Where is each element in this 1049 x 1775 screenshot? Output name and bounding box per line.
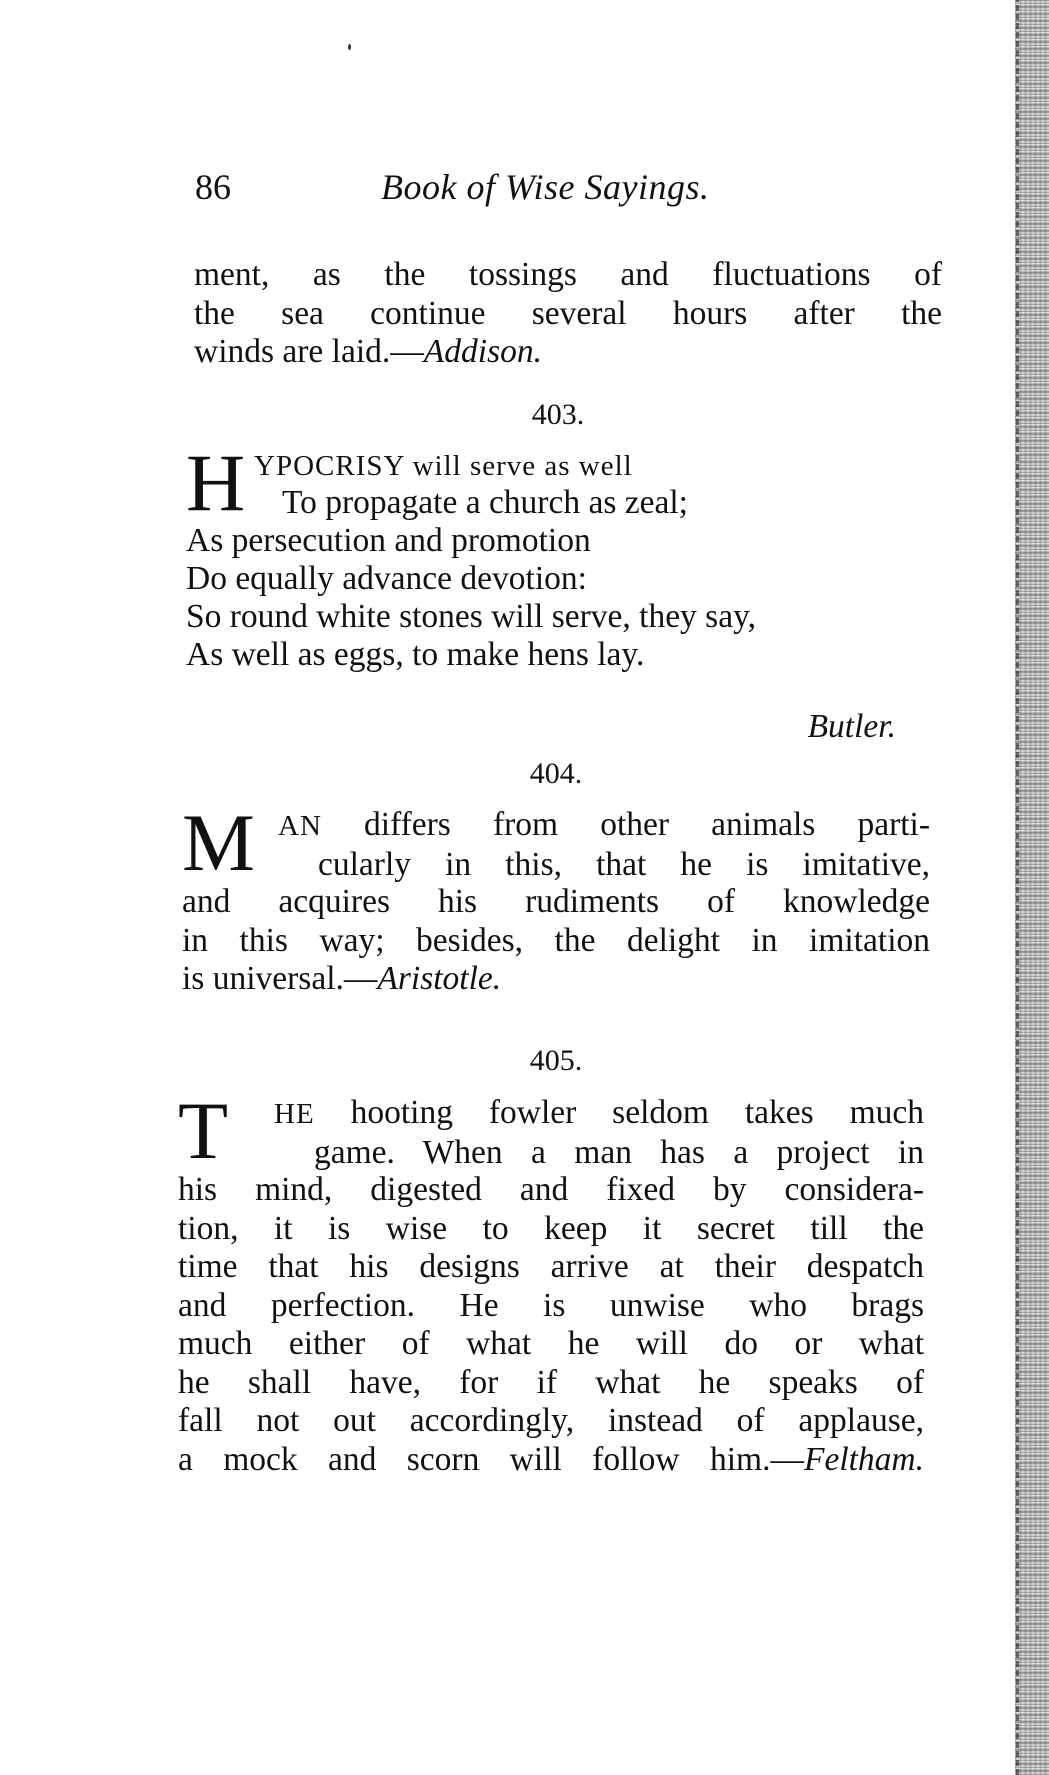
continued-entry [194, 256, 942, 372]
continued-lines [194, 256, 942, 372]
continued-line-3 [194, 333, 942, 372]
entry-404-line-4: in this way; besides, the delight in imitation [182, 921, 930, 959]
entry-number-403: 403. [531, 398, 585, 431]
entry-405-line-10-text: a mock and scorn will follow him.— [178, 1440, 804, 1478]
entry-404-dropcap: M [182, 797, 255, 888]
entry-405-line-6: and perfection. He is unwise who brags [178, 1286, 924, 1324]
entry-405-line-9: fall not out accordingly, instead of applause, [178, 1402, 924, 1439]
entry-405-line-10 [178, 1441, 924, 1480]
entry-403-line-1-text: YPOCRISY will serve as well [254, 450, 633, 482]
entry-404-line-1-text: differs from other animals parti- [364, 806, 930, 843]
ink-speck [348, 44, 351, 50]
entry-405-line-3: his mind, digested and fixed by considera- [178, 1171, 924, 1208]
continued-author: Addison. [423, 333, 542, 370]
entry-404-author: Aristotle. [377, 960, 502, 997]
entry-404-opening [182, 797, 930, 888]
entry-405-first-word: HE [274, 1098, 315, 1130]
entry-405-line-1-text: hooting fowler seldom takes much [350, 1094, 925, 1131]
entry-403-opening [186, 437, 946, 528]
page-edge-shadow [1015, 0, 1049, 1775]
entry-405-line-4: tion, it is wise to keep it secret till the [178, 1209, 924, 1247]
page-edge-line [1016, 0, 1019, 1775]
entry-404-line-5 [182, 960, 930, 999]
entry-number-405: 405. [529, 1044, 583, 1077]
entry-404-line-3: and acquires his rudiments of knowledge [182, 883, 930, 920]
entry-405-dropcap: T [178, 1085, 229, 1176]
entry-405-opening [178, 1085, 925, 1176]
entry-405-line-8: he shall have, for if what he speaks of [178, 1363, 924, 1401]
entry-405-line-1 [274, 1094, 924, 1134]
entry-403-poem [186, 437, 946, 674]
entry-405-text [178, 1085, 925, 1479]
continued-line-2: the sea continue several hours after the [194, 294, 942, 332]
entry-404-line-2: cularly in this, that he is imitative, [318, 845, 930, 883]
entry-403-line-5: So round white stones will serve, they say, [186, 598, 757, 635]
entry-403-line-2: To propagate a church as zeal; [282, 484, 688, 521]
continued-line-1: ment, as the tossings and fluctuations of [194, 256, 942, 293]
entry-404-first-word: AN [278, 810, 322, 842]
page-number: 86 [195, 167, 231, 207]
entry-number-404: 404. [529, 757, 583, 790]
running-title: Book of Wise Sayings. [381, 167, 710, 207]
entry-403-line-1 [186, 446, 946, 484]
entry-404-line-1 [278, 806, 930, 846]
entry-403-author: Butler. [807, 708, 896, 745]
entry-403-line-3: As persecution and promotion [186, 522, 591, 559]
entry-404-line-5-text: is universal.— [182, 960, 378, 997]
entry-404-text [182, 797, 930, 999]
entry-405-author: Feltham. [803, 1440, 924, 1478]
page-header [195, 166, 815, 216]
entry-403-line-6: As well as eggs, to make hens lay. [186, 636, 645, 673]
entry-403-line-4: Do equally advance devotion: [186, 560, 587, 597]
entry-405-line-5: time that his designs arrive at their despatch [178, 1248, 924, 1285]
entry-403-dropcap: H [186, 437, 246, 528]
continued-line-3-text: winds are laid.— [194, 333, 424, 370]
entry-405-line-2: game. When a man has a project in [314, 1133, 924, 1171]
entry-405-line-7: much either of what he will do or what [178, 1325, 924, 1362]
